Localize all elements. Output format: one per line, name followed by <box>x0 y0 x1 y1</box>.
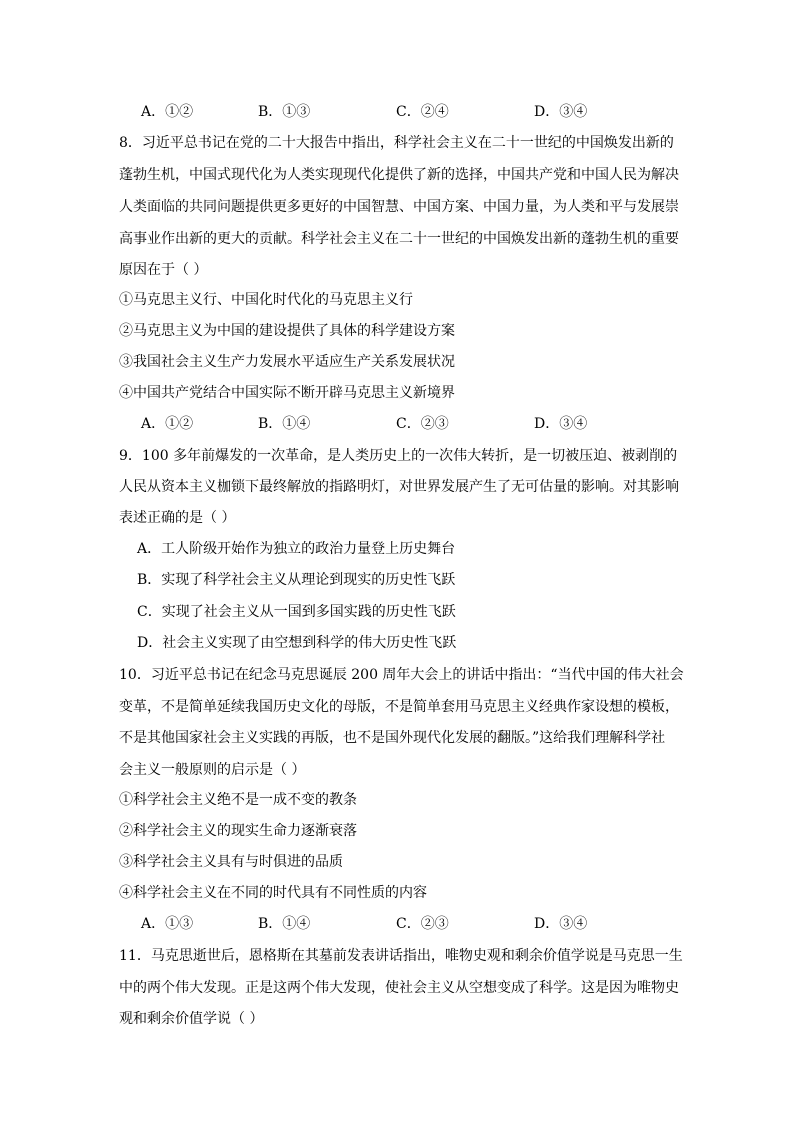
answer-options-row <box>0 102 794 122</box>
text-line: 人民从资本主义枷锁下最终解放的指路明灯，对世界发展产生了无可估量的影响。对其影响 <box>119 479 679 495</box>
text-line: 不是其他国家社会主义实践的再版，也不是国外现代化发展的翻版。”这给我们理解科学社 <box>119 730 666 746</box>
text-line: 11．马克思逝世后，恩格斯在其墓前发表讲话指出，唯物史观和剩余价值学说是马克思一生 <box>119 948 683 964</box>
answer-option: C．②④ <box>396 104 449 120</box>
answer-option: A．①③ <box>141 916 194 932</box>
text-line: 原因在于（ ） <box>119 262 208 278</box>
answer-option: D．③④ <box>534 916 588 932</box>
answer-option: A．①② <box>141 416 194 432</box>
choice-line: C．实现了社会主义从一国到多国实践的历史性飞跃 <box>137 604 456 620</box>
choice-line: D．社会主义实现了由空想到科学的伟大历史性飞跃 <box>137 635 457 651</box>
text-line: 高事业作出新的更大的贡献。科学社会主义在二十一世纪的中国焕发出新的蓬勃生机的重要 <box>119 231 679 247</box>
text-line: 会主义一般原则的启示是（ ） <box>119 762 306 778</box>
answer-option: B．①④ <box>258 916 311 932</box>
text-line: 10．习近平总书记在纪念马克思诞辰 200 周年大会上的讲话中指出：“当代中国的伟大社会 <box>119 667 684 683</box>
answer-option: A．①② <box>141 104 194 120</box>
text-line: 中的两个伟大发现。正是这两个伟大发现，使社会主义从空想变成了科学。这是因为唯物史 <box>119 980 679 996</box>
answer-option: D．③④ <box>534 104 588 120</box>
choice-line: B．实现了科学社会主义从理论到现实的历史性飞跃 <box>137 572 456 588</box>
answer-options-row <box>0 414 794 434</box>
text-line: 人类面临的共同问题提供更多更好的中国智慧、中国方案、中国力量，为人类和平与发展崇 <box>119 199 679 215</box>
text-line: ①科学社会主义绝不是一成不变的教条 <box>119 792 357 808</box>
text-line: 观和剩余价值学说（ ） <box>119 1011 264 1027</box>
answer-option: C．②③ <box>396 916 449 932</box>
text-line: ②科学社会主义的现实生命力逐渐衰落 <box>119 823 357 839</box>
text-line: 蓬勃生机，中国式现代化为人类实现现代化提供了新的选择，中国共产党和中国人民为解决 <box>119 167 679 183</box>
choice-line: A．工人阶级开始作为独立的政治力量登上历史舞台 <box>137 541 456 557</box>
text-line: ①马克思主义行、中国化时代化的马克思主义行 <box>119 292 413 308</box>
text-line: ③科学社会主义具有与时俱进的品质 <box>119 854 343 870</box>
text-line: 9．100 多年前爆发的一次革命，是人类历史上的一次伟大转折，是一切被压迫、被剥削的 <box>119 448 678 464</box>
answer-option: C．②③ <box>396 416 449 432</box>
text-line: ②马克思主义为中国的建设提供了具体的科学建设方案 <box>119 323 455 339</box>
text-line: ④科学社会主义在不同的时代具有不同性质的内容 <box>119 885 427 901</box>
answer-option: B．①④ <box>258 416 311 432</box>
text-line: ④中国共产党结合中国实际不断开辟马克思主义新境界 <box>119 385 455 401</box>
text-line: 表述正确的是（ ） <box>119 510 236 526</box>
text-line: ③我国社会主义生产力发展水平适应生产关系发展状况 <box>119 354 455 370</box>
text-line: 变革，不是简单延续我国历史文化的母版，不是简单套用马克思主义经典作家设想的模板， <box>119 699 679 715</box>
text-line: 8．习近平总书记在党的二十大报告中指出，科学社会主义在二十一世纪的中国焕发出新的 <box>119 135 674 151</box>
answer-option: B．①③ <box>258 104 311 120</box>
answer-option: D．③④ <box>534 416 588 432</box>
answer-options-row <box>0 914 794 934</box>
